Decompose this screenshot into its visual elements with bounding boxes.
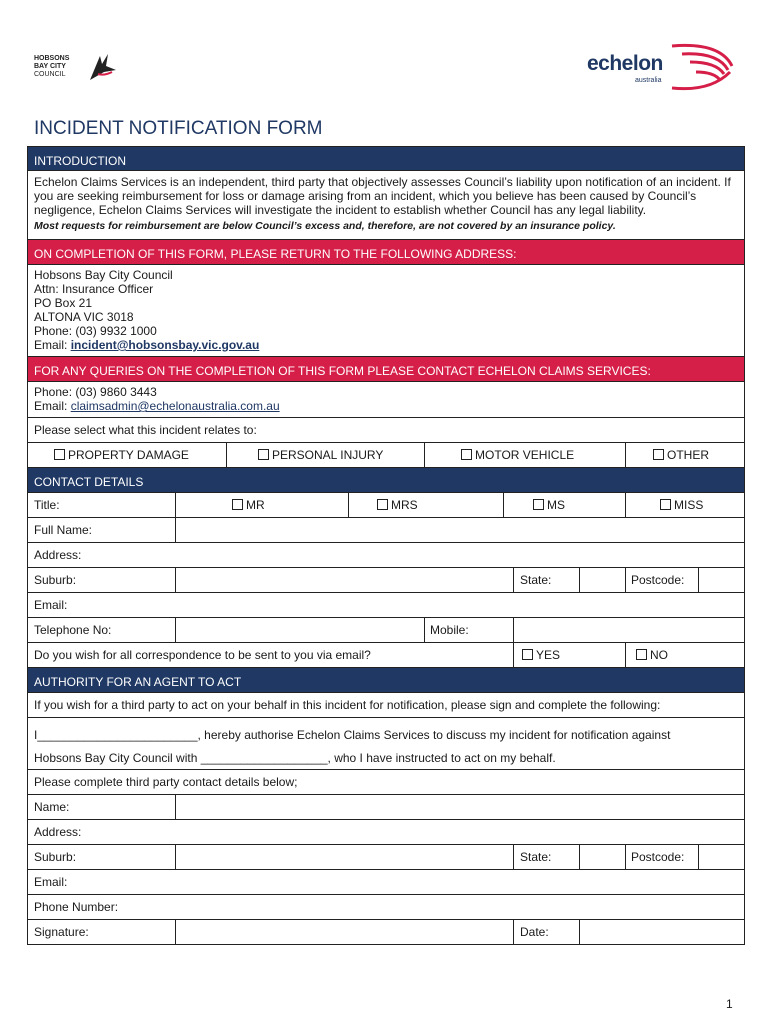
title-label: Title: xyxy=(34,498,60,512)
checkbox[interactable] xyxy=(232,499,243,510)
agent-postcode-label: Postcode: xyxy=(631,850,685,864)
title-option-label: MS xyxy=(547,498,565,512)
queries-email-link[interactable]: claimsadmin@echelonaustralia.com.au xyxy=(70,399,280,413)
option-property-damage[interactable] xyxy=(54,448,189,462)
title-mr[interactable] xyxy=(232,498,265,512)
checkbox[interactable] xyxy=(258,449,269,460)
address-label: Address: xyxy=(34,548,82,562)
checkbox[interactable] xyxy=(377,499,388,510)
no-label: NO xyxy=(650,648,668,662)
address-row xyxy=(27,543,745,568)
intro-heading: INTRODUCTION xyxy=(27,146,745,171)
address-line: Attn: Insurance Officer xyxy=(34,282,154,296)
page-number: 1 xyxy=(726,997,733,1011)
postcode-field[interactable] xyxy=(698,568,699,592)
agent-postcode-field[interactable] xyxy=(698,845,699,869)
checkbox[interactable] xyxy=(461,449,472,460)
echelon-wordmark: echelon xyxy=(587,52,663,75)
state-field[interactable] xyxy=(579,568,580,592)
agent-intro: If you wish for a third party to act on your behalf in this incident for notification, please sign and complete the following: xyxy=(34,698,661,712)
address-line: ALTONA VIC 3018 xyxy=(34,310,134,324)
agent-signature-row xyxy=(27,920,745,945)
address-line: PO Box 21 xyxy=(34,296,93,310)
intro-note: Most requests for reimbursement are below Council’s excess and, therefore, are not covered by an insurance policy. xyxy=(34,220,616,232)
authorisation-line-1: I________________________, hereby authorise Echelon Claims Services to discuss my incident for notification against xyxy=(34,728,671,742)
authorisation-block xyxy=(27,718,745,770)
option-other[interactable] xyxy=(653,448,709,462)
option-label: PERSONAL INJURY xyxy=(272,448,384,462)
yes-label: YES xyxy=(536,648,561,662)
echelon-stripes-icon xyxy=(670,42,734,92)
bird-icon xyxy=(86,50,118,82)
checkbox[interactable] xyxy=(653,449,664,460)
option-label: OTHER xyxy=(667,448,709,462)
queries-email-line xyxy=(34,399,738,413)
state-label: State: xyxy=(520,573,552,587)
title-option-label: MRS xyxy=(391,498,418,512)
suburb-row xyxy=(27,568,745,593)
address-line: Hobsons Bay City Council xyxy=(34,268,173,282)
email-row xyxy=(27,593,745,618)
agent-suburb-field[interactable] xyxy=(175,845,176,869)
postcode-label: Postcode: xyxy=(631,573,685,587)
checkbox[interactable] xyxy=(660,499,671,510)
agent-phone-row xyxy=(27,895,745,920)
third-party-prompt: Please complete third party contact details below; xyxy=(34,775,298,789)
third-party-prompt-row xyxy=(27,770,745,795)
title-mrs[interactable] xyxy=(377,498,418,512)
hobsons-bay-logo xyxy=(34,50,124,90)
full-name-row xyxy=(27,518,745,543)
agent-heading: AUTHORITY FOR AN AGENT TO ACT xyxy=(27,668,745,693)
agent-phone-label: Phone Number: xyxy=(34,900,119,914)
mobile-label: Mobile: xyxy=(430,623,469,637)
checkbox[interactable] xyxy=(636,649,647,660)
intro-section xyxy=(27,171,745,240)
option-label: PROPERTY DAMAGE xyxy=(68,448,189,462)
mobile-field[interactable] xyxy=(513,618,514,642)
date-field[interactable] xyxy=(579,920,580,944)
echelon-logo xyxy=(585,40,735,96)
authorisation-line-2: Hobsons Bay City Council with ___________________, who I have instructed to act on my behalf. xyxy=(34,751,556,765)
signature-field[interactable] xyxy=(175,920,176,944)
page-title: INCIDENT NOTIFICATION FORM xyxy=(34,118,323,139)
logo-line-1: HOBSONS xyxy=(34,55,70,62)
title-miss[interactable] xyxy=(660,498,703,512)
email-preference-row xyxy=(27,643,745,668)
title-ms[interactable] xyxy=(533,498,565,512)
checkbox[interactable] xyxy=(533,499,544,510)
title-row xyxy=(27,493,745,518)
logo-line-3: COUNCIL xyxy=(34,71,66,78)
date-label: Date: xyxy=(520,925,549,939)
agent-intro-row xyxy=(27,693,745,718)
echelon-subtext: australia xyxy=(635,77,662,84)
agent-suburb-label: Suburb: xyxy=(34,850,77,864)
full-name-label: Full Name: xyxy=(34,523,93,537)
option-personal-injury[interactable] xyxy=(258,448,383,462)
suburb-label: Suburb: xyxy=(34,573,77,587)
return-email-link[interactable]: incident@hobsonsbay.vic.gov.au xyxy=(70,338,260,352)
title-option-label: MR xyxy=(246,498,265,512)
email-label: Email: xyxy=(34,598,68,612)
full-name-field[interactable] xyxy=(175,518,744,542)
email-pref-yes[interactable] xyxy=(522,648,560,662)
return-address-heading: ON COMPLETION OF THIS FORM, PLEASE RETURN TO THE FOLLOWING ADDRESS: xyxy=(27,240,745,265)
checkbox[interactable] xyxy=(522,649,533,660)
agent-address-row xyxy=(27,820,745,845)
logo-line-2: BAY CITY xyxy=(34,63,66,70)
telephone-row xyxy=(27,618,745,643)
email-label: Email: xyxy=(34,338,71,352)
incident-type-prompt: Please select what this incident relates to: xyxy=(34,423,257,437)
address-line: Phone: (03) 9932 1000 xyxy=(34,324,157,338)
agent-email-label: Email: xyxy=(34,875,68,889)
option-motor-vehicle[interactable] xyxy=(461,448,574,462)
return-email-line xyxy=(34,338,738,352)
incident-type-prompt-row xyxy=(27,418,745,443)
agent-name-field[interactable] xyxy=(175,795,744,819)
incident-form xyxy=(27,146,745,945)
agent-email-row xyxy=(27,870,745,895)
signature-label: Signature: xyxy=(34,925,89,939)
queries-phone: Phone: (03) 9860 3443 xyxy=(34,385,157,399)
telephone-label: Telephone No: xyxy=(34,623,112,637)
title-option-label: MISS xyxy=(674,498,704,512)
telephone-field[interactable] xyxy=(175,618,176,642)
queries-heading: FOR ANY QUERIES ON THE COMPLETION OF THIS FORM PLEASE CONTACT ECHELON CLAIMS SERVICES: xyxy=(27,357,745,382)
intro-paragraph: Echelon Claims Services is an independent, third party that objectively assesses Council’s liability upon notification of an incident. If you are seeking reimbursement for loss or damage arising from an incident, which you believe has been caused by Council’s negligence, Echelon Claims Services will investigate the incident to establish whether Council has any legal liability. xyxy=(34,175,731,217)
email-label: Email: xyxy=(34,399,71,413)
agent-address-label: Address: xyxy=(34,825,82,839)
agent-name-row xyxy=(27,795,745,820)
incident-type-row xyxy=(27,443,745,468)
suburb-field[interactable] xyxy=(175,568,176,592)
email-preference-label: Do you wish for all correspondence to be sent to you via email? xyxy=(34,648,371,662)
return-address-section xyxy=(27,265,745,357)
contact-heading: CONTACT DETAILS xyxy=(27,468,745,493)
queries-section xyxy=(27,382,745,418)
agent-suburb-row xyxy=(27,845,745,870)
agent-state-field[interactable] xyxy=(579,845,580,869)
checkbox[interactable] xyxy=(54,449,65,460)
agent-name-label: Name: xyxy=(34,800,70,814)
agent-state-label: State: xyxy=(520,850,552,864)
option-label: MOTOR VEHICLE xyxy=(475,448,575,462)
email-pref-no[interactable] xyxy=(636,648,668,662)
